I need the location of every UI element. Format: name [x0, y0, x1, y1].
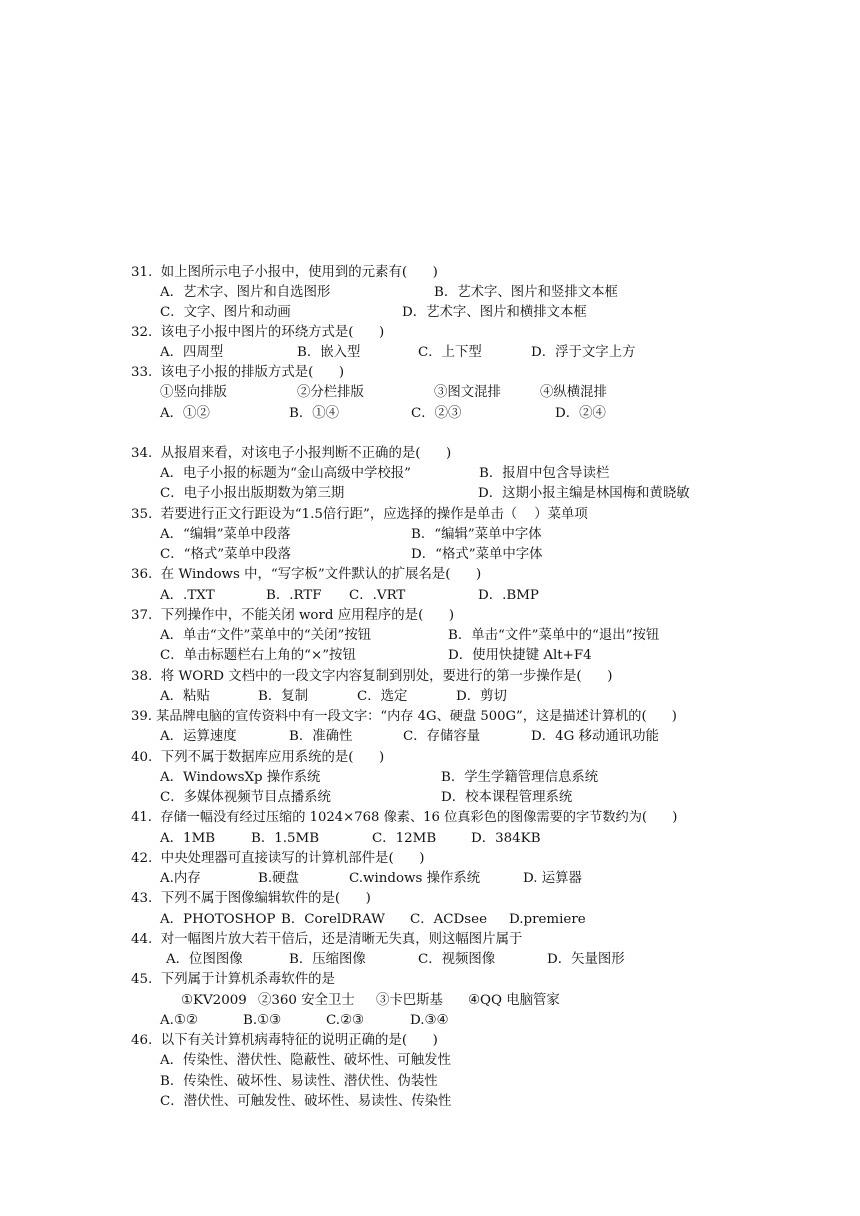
question-37-option-d: D．使用快捷键 Alt+F4	[448, 648, 592, 663]
question-40-option-c: C．多媒体视频节目点播系统	[160, 790, 331, 805]
question-36-option-c: C．.VRT	[349, 588, 406, 603]
question-41-option-d: D．384KB	[471, 831, 541, 846]
question-33-item-2: ②分栏排版	[297, 385, 364, 400]
question-44-option-b: B．压缩图像	[289, 952, 366, 967]
question-32-option-d: D．浮于文字上方	[531, 345, 636, 360]
question-34-option-b: B．报眉中包含导读栏	[479, 466, 610, 481]
question-31-option-a: A．艺术字、图片和自选图形	[160, 285, 331, 300]
question-45-option-b: B.①③	[243, 1013, 282, 1028]
question-37-option-a: A．单击“文件”菜单中的“关闭”按钮	[160, 628, 372, 643]
question-34-stem: 34. 从报眉来看，对该电子小报判断不正确的是( )	[131, 446, 452, 461]
question-43-option-a: A．PHOTOSHOP	[160, 912, 276, 927]
question-45-item-1: ①KV2009	[181, 993, 247, 1008]
question-35-option-a: A．“编辑”菜单中段落	[160, 527, 291, 542]
question-41-option-b: B．1.5MB	[251, 831, 320, 846]
question-35-option-d: D．“格式”菜单中字体	[411, 547, 543, 562]
question-45-option-d: D.③④	[410, 1013, 449, 1028]
question-35-option-c: C．“格式”菜单中段落	[160, 547, 292, 562]
question-46-option-c: C．潜伏性、可触发性、破坏性、易读性、传染性	[160, 1094, 452, 1109]
question-31-option-b: B．艺术字、图片和竖排文本框	[434, 285, 618, 300]
question-33-option-a: A．①②	[160, 406, 210, 421]
question-33-item-1: ①竖向排版	[160, 385, 227, 400]
question-42-stem: 42. 中央处理器可直接读写的计算机部件是( )	[131, 851, 425, 866]
question-38-option-d: D．剪切	[456, 689, 507, 704]
question-43-option-b: B．CorelDRAW	[281, 912, 385, 927]
question-33-option-d: D．②④	[555, 406, 606, 421]
question-39-stem: 39. 某品牌电脑的宣传资料中有一段文字：“内存 4G、硬盘 500G”，这是描述计算机的( )	[131, 709, 677, 724]
question-36-stem: 36. 在 Windows 中，“写字板”文件默认的扩展名是( )	[131, 567, 482, 582]
question-40-option-a: A．WindowsXp 操作系统	[160, 770, 321, 785]
question-42-option-b: B.硬盘	[258, 871, 299, 886]
question-43-stem: 43. 下列不属于图像编辑软件的是( )	[131, 891, 371, 906]
question-39-option-b: B．准确性	[289, 729, 353, 744]
question-34-option-a: A．电子小报的标题为“金山高级中学校报”	[160, 466, 412, 481]
question-45-item-3: ③卡巴斯基	[376, 993, 443, 1008]
question-42-option-a: A.内存	[160, 871, 201, 886]
question-38-option-b: B．复制	[258, 689, 309, 704]
question-35-stem: 35. 若要进行正文行距设为“1.5倍行距”，应选择的操作是单击（ ）菜单项	[131, 507, 588, 522]
question-42-option-c: C.windows 操作系统	[349, 871, 481, 886]
question-40-option-b: B．学生学籍管理信息系统	[441, 770, 599, 785]
question-32-stem: 32. 该电子小报中图片的环绕方式是( )	[131, 325, 385, 340]
question-32-option-a: A．四周型	[160, 345, 224, 360]
question-38-option-c: C．选定	[357, 689, 408, 704]
question-43-option-c: C．ACDsee	[410, 912, 488, 927]
question-33-option-b: B．①④	[289, 406, 340, 421]
question-39-option-a: A．运算速度	[160, 729, 237, 744]
question-42-option-d: D. 运算器	[523, 871, 582, 886]
question-39-option-c: C．存储容量	[403, 729, 481, 744]
question-34-option-d: D．这期小报主编是林国梅和黄晓敏	[478, 486, 690, 501]
question-45-item-4: ④QQ 电脑管家	[468, 993, 560, 1008]
question-33-stem: 33. 该电子小报的排版方式是( )	[131, 365, 345, 380]
question-36-option-b: B．.RTF	[266, 588, 322, 603]
question-38-option-a: A．粘贴	[160, 689, 210, 704]
question-40-stem: 40. 下列不属于数据库应用系统的是( )	[131, 750, 385, 765]
question-45-item-2: ②360 安全卫士	[258, 993, 355, 1008]
question-38-stem: 38. 将 WORD 文档中的一段文字内容复制到别处，要进行的第一步操作是( )	[131, 669, 613, 684]
question-46-option-b: B．传染性、破坏性、易读性、潜伏性、伪装性	[160, 1074, 438, 1089]
question-44-stem: 44. 对一幅图片放大若干倍后，还是清晰无失真，则这幅图片属于	[131, 932, 523, 947]
question-37-option-b: B．单击“文件”菜单中的“退出”按钮	[448, 628, 660, 643]
question-41-stem: 41. 存储一幅没有经过压缩的 1024×768 像素、16 位真彩色的图像需要的字节数约为( )	[131, 810, 678, 825]
question-45-option-a: A.①②	[160, 1013, 198, 1028]
question-31-option-d: D．艺术字、图片和横排文本框	[402, 305, 587, 320]
question-41-option-c: C．12MB	[372, 831, 437, 846]
question-34-option-c: C．电子小报出版期数为第三期	[160, 486, 345, 501]
question-31-stem: 31. 如上图所示电子小报中，使用到的元素有( )	[131, 265, 438, 280]
question-44-option-c: C．视频图像	[418, 952, 496, 967]
question-40-option-d: D．校本课程管理系统	[441, 790, 573, 805]
question-45-option-c: C.②③	[326, 1013, 365, 1028]
question-36-option-d: D．.BMP	[478, 588, 539, 603]
question-36-option-a: A．.TXT	[160, 588, 215, 603]
question-37-option-c: C．单击标题栏右上角的“×”按钮	[160, 648, 356, 663]
question-31-option-c: C．文字、图片和动画	[160, 305, 291, 320]
question-45-stem: 45. 下列属于计算机杀毒软件的是	[131, 972, 335, 987]
question-46-stem: 46. 以下有关计算机病毒特征的说明正确的是( )	[131, 1033, 438, 1048]
question-46-option-a: A．传染性、潜伏性、隐蔽性、破坏性、可触发性	[160, 1053, 451, 1068]
question-44-option-d: D．矢量图形	[547, 952, 625, 967]
question-33-item-4: ④纵横混排	[540, 385, 607, 400]
question-35-option-b: B．“编辑”菜单中字体	[411, 527, 542, 542]
question-32-option-c: C．上下型	[418, 345, 482, 360]
question-44-option-a: A．位图图像	[166, 952, 243, 967]
question-41-option-a: A．1MB	[160, 831, 216, 846]
question-37-stem: 37. 下列操作中，不能关闭 word 应用程序的是( )	[131, 608, 455, 623]
question-33-item-3: ③图文混排	[434, 385, 501, 400]
question-43-option-d: D.premiere	[509, 912, 586, 927]
question-33-option-c: C．②③	[411, 406, 462, 421]
question-39-option-d: D．4G 移动通讯功能	[531, 729, 659, 744]
question-32-option-b: B．嵌入型	[297, 345, 361, 360]
